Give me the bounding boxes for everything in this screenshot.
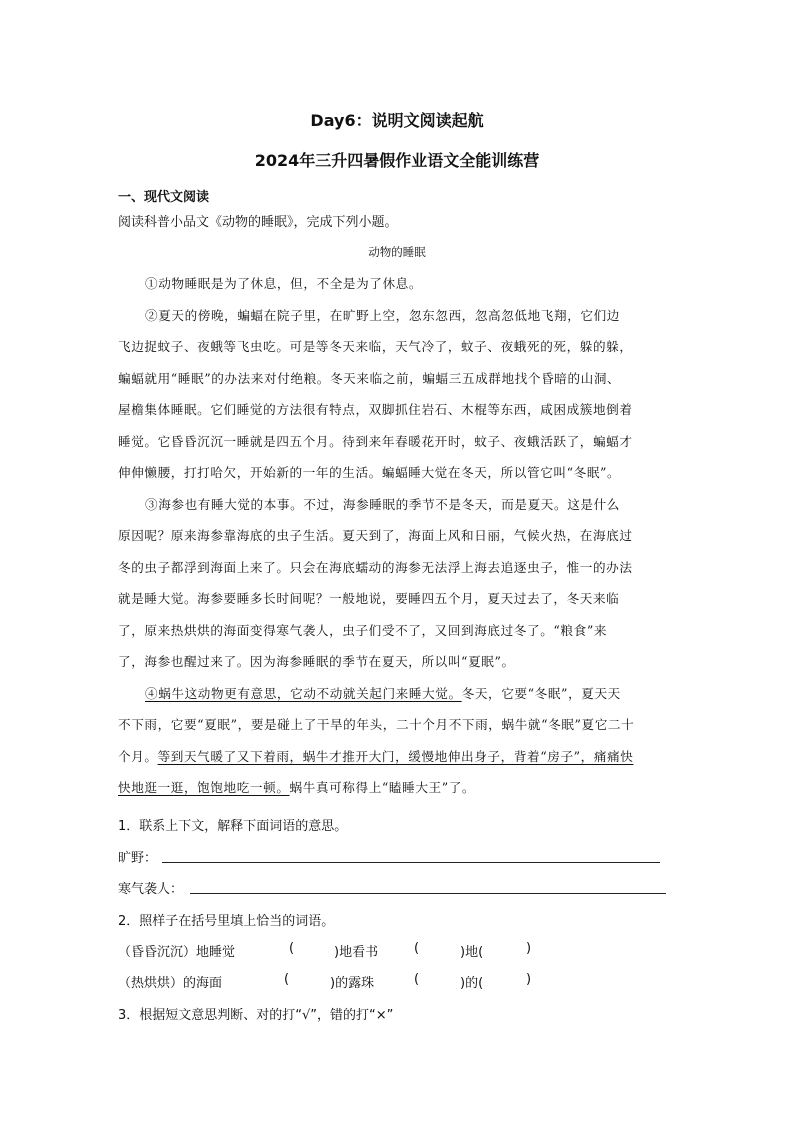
passage-line: 睡觉。它昏昏沉沉一睡就是四五个月。待到来年春暖花开时，蚊子、夜蛾活跃了，蝙蝠才 [118,434,633,449]
passage-line: 飞边捉蚊子、夜蛾等飞虫吃。可是等冬天来临，天气冷了，蚊子、夜蛾死的死，躲的躲， [118,339,633,354]
q2-example: （热烘烘）的海面 [118,976,223,991]
question-1: 1．联系上下文，解释下面词语的意思。 [118,819,348,834]
passage-line: 了，原来热烘烘的海面变得寒气袭人，虫子们受不了，又回到海底过冬了。“粮食”来 [118,623,608,638]
reading-instruction: 阅读科普小品文《动物的睡眠》，完成下列小题。 [118,215,398,230]
passage-line: 蝙蝠就用“睡眠”的办法来对付绝粮。冬天来临之前，蝙蝠三五成群地找个昏暗的山洞、 [118,371,621,386]
passage-line [118,777,475,796]
passage-title: 动物的睡眠 [368,245,426,259]
passage-line: ②夏天的傍晚，蝙蝠在院子里，在旷野上空，忽东忽西，忽高忽低地飞翔，它们边 [145,308,620,323]
passage-line: 就是睡大觉。海参要睡多长时间呢？一般地说，要睡四五个月，夏天过去了，冬天来临 [118,591,620,606]
paren-open: ( [414,941,420,956]
q2-fill-text[interactable]: )的( [460,976,484,991]
passage-paragraph-1: ①动物睡眠是为了休息，但，不全是为了休息。 [145,276,423,291]
passage-line: 屋檐集体睡眠。它们睡觉的方法很有特点，双脚抓住岩石、木棍等东西，咸困成簇地倒着 [118,402,633,417]
section-heading: 一、现代文阅读 [118,190,210,205]
passage-line: 原因呢？原来海参靠海底的虫子生活。夏天到了，海面上风和日丽，气候火热，在海底过 [118,528,633,543]
paren-open: ( [284,972,290,987]
question-3: 3．根据短文意思判断、对的打“√”，错的打“×” [118,1008,394,1023]
document-title: Day6：说明文阅读起航 [310,111,484,130]
passage-text: 个月。 [118,749,158,764]
q2-fill-text[interactable]: )地( [460,945,484,960]
answer-blank[interactable] [190,893,666,894]
passage-line: 伸伸懒腰，打打哈欠，开始新的一年的生活。蝙蝠睡大觉在冬天，所以管它叫“冬眠”。 [118,465,621,480]
passage-line [145,683,621,702]
q1-word-label: 旷野： [118,851,158,866]
paren-open: ( [414,972,420,987]
passage-text: 蜗牛真可称得上“瞌睡大王”了。 [289,780,476,795]
underlined-sentence: 快地逛一逛，饱饱地吃一顿。 [118,780,290,795]
underlined-sentence: ④蜗牛这动物更有意思，它动不动就关起门来睡大觉。 [145,686,462,701]
passage-line: 了，海参也醒过来了。因为海参睡眠的季节在夏天，所以叫“夏眠”。 [118,654,515,669]
passage-line: 不下雨，它要“夏眠”，要是碰上了干旱的年头，二十个月不下雨，蜗牛就“冬眠”夏它二十 [118,717,635,732]
q2-fill-text[interactable]: )的露珠 [330,976,375,991]
answer-blank[interactable] [162,862,660,863]
q2-example: （昏昏沉沉）地睡觉 [118,945,236,960]
passage-line: 冬的虫子都浮到海面上来了。只会在海底蠕动的海参无法浮上海去追逐虫子，惟一的办法 [118,560,633,575]
q2-fill-text[interactable]: )地看书 [334,945,379,960]
passage-line: ③海参也有睡大觉的本事。不过，海参睡眠的季节不是冬天，而是夏天。这是什么 [145,497,620,512]
passage-text: 冬天，它要“冬眠”，夏天天 [461,686,621,701]
paren-close[interactable]: ) [526,972,532,987]
question-2: 2．照样子在括号里填上恰当的词语。 [118,914,335,929]
underlined-sentence: 等到天气暖了又下着雨，蜗牛才推开大门，缓慢地伸出身子，背着“房子”，痛痛快 [157,749,634,764]
paren-open: ( [289,941,295,956]
passage-line [118,746,633,765]
q1-word-label: 寒气袭人： [118,882,184,897]
paren-close[interactable]: ) [526,941,532,956]
document-subtitle: 2024年三升四暑假作业语文全能训练营 [254,151,540,170]
